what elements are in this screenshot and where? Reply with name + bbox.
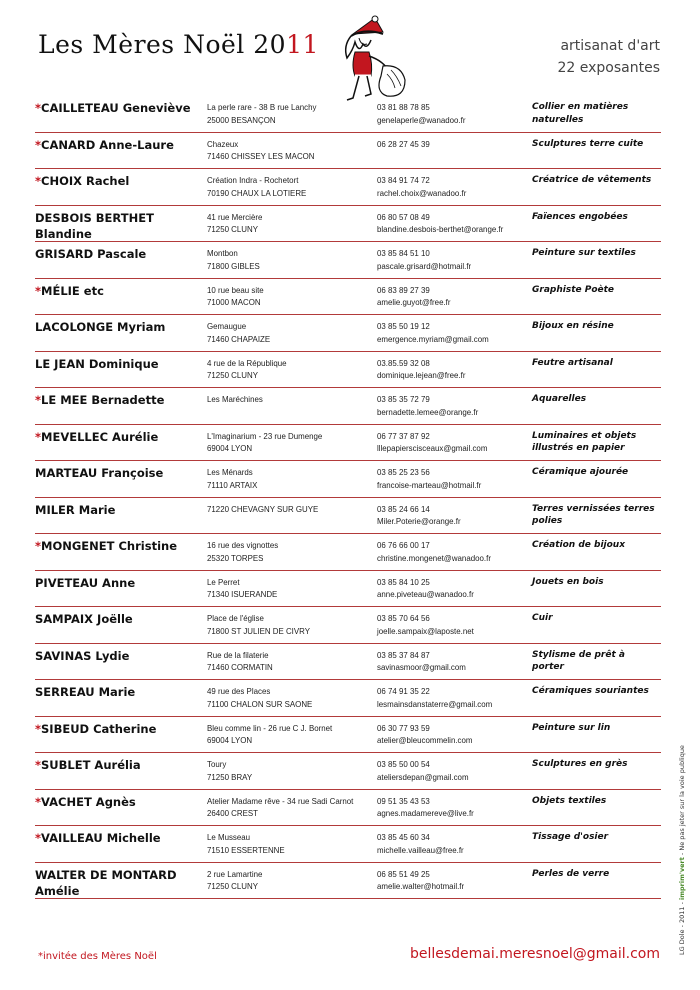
email-address[interactable]: lllepapierscisceaux@gmail.com <box>377 443 488 453</box>
address-line-1: La perle rare - 38 B rue Lanchy <box>207 102 317 112</box>
email-address[interactable]: amelie.walter@hotmail.fr <box>377 881 465 891</box>
phone-number: 03 85 37 84 87 <box>377 649 430 660</box>
exhibitor-address <box>207 831 363 856</box>
address-line-2: 26400 CREST <box>207 808 258 818</box>
exhibitor-craft: Terres vernissées terres polies <box>532 503 655 526</box>
address-line-2: 71250 CLUNY <box>207 881 258 891</box>
exhibitor-craft: Créatrice de vêtements <box>532 175 652 185</box>
exhibitor-address <box>207 247 363 272</box>
email-address[interactable]: agnes.madamereve@live.fr <box>377 808 474 818</box>
address-line-1: Le Musseau <box>207 832 251 842</box>
exhibitor-contact <box>377 795 524 820</box>
address-line-1: Chazeux <box>207 138 239 149</box>
exhibitor-row <box>35 169 661 206</box>
exhibitor-name-text: LE JEAN Dominique <box>35 356 159 371</box>
exhibitor-contact <box>377 174 524 199</box>
exhibitor-craft: Stylisme de prêt à porter <box>532 649 625 672</box>
exhibitor-name-text: MILER Marie <box>35 502 116 517</box>
exhibitor-name-text: VACHET Agnès <box>41 794 136 809</box>
exhibitor-contact <box>377 393 524 418</box>
address-line-1: 49 rue des Places <box>207 686 271 696</box>
address-line-2: 71800 GIBLES <box>207 260 260 271</box>
footnote: *invitée des Mères Noël <box>38 951 157 962</box>
exhibitor-address <box>207 612 363 637</box>
address-line-2: 71250 CLUNY <box>207 370 258 380</box>
exhibitor-address <box>207 138 363 163</box>
address-line-1: Les Maréchines <box>207 394 263 404</box>
exhibitor-address <box>207 174 363 199</box>
address-line-1: 71220 CHEVAGNY SUR GUYE <box>207 503 319 514</box>
exhibitor-contact <box>377 430 524 455</box>
exhibitor-craft: Aquarelles <box>532 394 587 404</box>
exhibitor-name-text: SIBEUD Catherine <box>41 721 157 736</box>
exhibitor-craft: Céramique ajourée <box>532 467 629 477</box>
exhibitor-address <box>207 393 363 406</box>
exhibitor-name-text: SERREAU Marie <box>35 685 136 699</box>
address-line-1: Place de l'église <box>207 613 264 623</box>
address-line-1: Rue de la filaterie <box>207 649 269 660</box>
phone-number: 03 81 88 78 85 <box>377 102 430 112</box>
exhibitor-craft: Feutre artisanal <box>532 357 613 368</box>
exhibitor-contact <box>377 722 524 747</box>
exhibitor-name <box>35 538 200 554</box>
address-line-1: Toury <box>207 759 227 769</box>
email-address[interactable]: amelie.guyot@free.fr <box>377 297 451 307</box>
phone-number: 03 85 25 23 56 <box>377 467 430 477</box>
email-address[interactable]: pascale.grisard@hotmail.fr <box>377 260 472 271</box>
guest-marker: * <box>35 174 42 188</box>
address-line-2: 25000 BESANÇON <box>207 114 276 125</box>
exhibitor-contact <box>377 284 524 309</box>
exhibitor-name-text: MARTEAU Françoise <box>35 466 164 480</box>
address-line-1: Le Perret <box>207 576 240 587</box>
phone-number: 03.85.59 32 08 <box>377 357 430 368</box>
exhibitor-contact <box>377 649 524 674</box>
exhibitor-craft: Perles de verre <box>532 868 610 879</box>
phone-number: 06 83 89 27 39 <box>377 284 430 295</box>
exhibitor-address <box>207 576 363 601</box>
contact-email[interactable]: bellesdemai.meresnoel@gmail.com <box>409 946 660 962</box>
exhibitor-contact <box>377 101 524 126</box>
phone-number: 06 76 66 00 17 <box>377 540 430 550</box>
phone-number: 03 85 50 00 54 <box>377 759 430 769</box>
exhibitor-contact <box>377 466 524 491</box>
exhibitor-row <box>35 498 661 535</box>
exhibitor-address <box>207 101 363 126</box>
exhibitor-name-text: VAILLEAU Michelle <box>41 831 161 845</box>
email-address[interactable]: lesmainsdanstaterre@gmail.com <box>377 698 493 709</box>
exhibitor-name <box>35 684 200 700</box>
page-title <box>38 30 319 59</box>
exhibitor-name-text: SAMPAIX Joëlle <box>35 612 133 626</box>
phone-number: 06 85 51 49 25 <box>377 868 430 879</box>
address-line-1: 2 rue Lamartine <box>207 868 263 879</box>
phone-number: 03 84 91 74 72 <box>377 175 430 185</box>
exhibitor-contact <box>377 868 524 893</box>
guest-marker: * <box>35 137 42 152</box>
phone-number: 03 85 24 66 14 <box>377 503 430 514</box>
exhibitor-craft: Sculptures terre cuite <box>532 138 644 149</box>
exhibitor-address <box>207 211 363 236</box>
exhibitor-address <box>207 685 363 710</box>
exhibitor-row <box>35 571 661 608</box>
phone-number: 06 28 27 45 39 <box>377 138 430 149</box>
exhibitor-name <box>35 794 200 810</box>
address-line-1: Les Ménards <box>207 467 253 477</box>
guest-marker: * <box>35 794 42 809</box>
exhibitor-craft: Cuir <box>532 613 553 623</box>
exhibitor-row <box>35 607 661 644</box>
exhibitor-address <box>207 758 363 783</box>
exhibitor-contact <box>377 357 524 382</box>
exhibitor-craft: Bijoux en résine <box>532 321 614 331</box>
address-line-2: 71460 CORMATIN <box>207 662 273 672</box>
exhibitor-row <box>35 644 661 681</box>
guest-marker: * <box>35 539 42 553</box>
address-line-1: Atelier Madame rêve - 34 rue Sadi Carnot <box>207 795 354 806</box>
email-address[interactable]: rachel.choix@wanadoo.fr <box>377 187 467 198</box>
title-year-a: 20 <box>253 30 287 59</box>
phone-number: 03 85 45 60 34 <box>377 832 430 842</box>
exhibitor-row <box>35 863 661 900</box>
exhibitor-name <box>35 283 200 299</box>
exhibitor-name <box>35 757 200 773</box>
print-credit: LG Dole - 2011 - <box>678 902 686 955</box>
address-line-1: 41 rue Mercière <box>207 211 263 222</box>
exhibitor-name <box>35 246 200 262</box>
exhibitor-address <box>207 430 363 455</box>
phone-number: 06 77 37 87 92 <box>377 430 430 441</box>
exhibitor-address <box>207 503 363 516</box>
exhibitor-name-text: SAVINAS Lydie <box>35 648 130 663</box>
email-address[interactable]: blandine.desbois-berthet@orange.fr <box>377 224 504 234</box>
exhibitor-address <box>207 539 363 564</box>
exhibitor-craft: Luminaires et objets illustrés en papier <box>532 430 637 453</box>
address-line-2: 71250 BRAY <box>207 771 253 782</box>
email-address[interactable]: joelle.sampaix@laposte.net <box>377 625 474 636</box>
exhibitor-row <box>35 461 661 498</box>
exhibitor-address <box>207 868 363 893</box>
exhibitor-name-text: CHOIX Rachel <box>41 174 130 188</box>
exhibitor-list <box>35 96 661 899</box>
exhibitor-name-text: PIVETEAU Anne <box>35 575 136 590</box>
exhibitor-craft: Création de bijoux <box>532 540 626 550</box>
exhibitor-contact <box>377 320 524 345</box>
exhibitor-name <box>35 648 200 664</box>
address-line-2: 71510 ESSERTENNE <box>207 844 285 855</box>
address-line-2: 69004 LYON <box>207 735 253 745</box>
guest-marker: * <box>35 758 42 772</box>
exhibitor-contact <box>377 831 524 856</box>
exhibitor-contact <box>377 247 524 272</box>
exhibitor-name-text: CAILLETEAU Geneviève <box>41 101 191 115</box>
email-address[interactable]: emergence.myriam@gmail.com <box>377 333 489 344</box>
guest-marker: * <box>35 101 42 115</box>
phone-number: 03 85 84 51 10 <box>377 248 430 258</box>
exhibitor-row <box>35 279 661 316</box>
exhibitor-address <box>207 649 363 674</box>
address-line-1: Montbon <box>207 248 238 258</box>
exhibitor-row <box>35 96 661 133</box>
exhibitor-name-text: GRISARD Pascale <box>35 247 147 261</box>
phone-number: 03 85 35 72 79 <box>377 394 430 404</box>
exhibitor-name <box>35 465 200 481</box>
exhibitor-name-text: DESBOIS BERTHET Blandine <box>35 210 154 241</box>
email-address[interactable]: anne.piveteau@wanadoo.fr <box>377 589 474 599</box>
exhibitor-craft: Céramiques souriantes <box>532 686 649 696</box>
subtitle-craft: artisanat d'art <box>560 38 660 54</box>
exhibitor-row <box>35 790 661 827</box>
exhibitor-name <box>35 100 200 116</box>
exhibitor-contact <box>377 503 524 528</box>
email-address[interactable]: michelle.vailleau@free.fr <box>377 844 464 855</box>
email-address[interactable]: christine.mongenet@wanadoo.fr <box>377 552 491 563</box>
guest-marker: * <box>35 831 42 845</box>
exhibitor-contact <box>377 138 524 151</box>
exhibitor-craft: Jouets en bois <box>532 576 604 587</box>
guest-marker: * <box>35 393 42 407</box>
exhibitor-address <box>207 357 363 382</box>
address-line-1: 16 rue des vignottes <box>207 540 279 550</box>
exhibitor-craft: Graphiste Poète <box>532 284 615 295</box>
exhibitor-name <box>35 356 200 372</box>
exhibitor-name-text: CANARD Anne-Laure <box>41 137 174 152</box>
exhibitor-row <box>35 352 661 389</box>
address-line-1: Création Indra - Rochetort <box>207 175 299 185</box>
guest-marker: * <box>35 283 42 298</box>
exhibitor-row <box>35 826 661 863</box>
exhibitor-name <box>35 319 200 335</box>
exhibitor-row <box>35 534 661 571</box>
exhibitor-contact <box>377 539 524 564</box>
email-address[interactable]: savinasmoor@gmail.com <box>377 662 466 672</box>
exhibitor-craft: Peinture sur textiles <box>532 248 636 258</box>
exhibitor-craft: Faïences engobées <box>532 211 628 222</box>
exhibitor-craft: Sculptures en grès <box>532 759 628 769</box>
exhibitor-name <box>35 611 200 627</box>
exhibitor-row <box>35 315 661 352</box>
exhibitor-craft: Tissage d'osier <box>532 832 609 842</box>
exhibitor-name <box>35 575 200 591</box>
address-line-2: 69004 LYON <box>207 443 253 453</box>
exhibitor-name-text: WALTER DE MONTARD Amélie <box>35 867 177 898</box>
exhibitor-contact <box>377 211 524 236</box>
exhibitor-row <box>35 242 661 279</box>
address-line-2: 71800 ST JULIEN DE CIVRY <box>207 625 310 636</box>
exhibitor-name-text: SUBLET Aurélia <box>41 758 141 772</box>
exhibitor-contact <box>377 612 524 637</box>
exhibitor-row <box>35 753 661 790</box>
address-line-2: 71340 ISUERANDE <box>207 589 278 599</box>
address-line-1: Gemaugue <box>207 321 247 331</box>
exhibitor-name <box>35 830 200 846</box>
title-text: Les Mères Noël <box>38 30 254 59</box>
address-line-2: 71460 CHAPAIZE <box>207 333 271 344</box>
subtitle-count: 22 exposantes <box>557 60 660 76</box>
exhibitor-name-text: MONGENET Christine <box>41 539 177 553</box>
guest-marker: * <box>35 721 42 736</box>
exhibitor-address <box>207 320 363 345</box>
address-line-1: Bleu comme lin - 26 rue C J. Bornet <box>207 722 333 733</box>
exhibitor-name <box>35 429 200 445</box>
phone-number: 06 30 77 93 59 <box>377 722 430 733</box>
address-line-1: 4 rue de la République <box>207 357 287 368</box>
exhibitor-name-text: MÉLIE etc <box>41 283 104 298</box>
exhibitor-address <box>207 284 363 309</box>
address-line-2: 25320 TORPES <box>207 552 264 563</box>
address-line-1: 10 rue beau site <box>207 284 264 295</box>
email-address[interactable]: dominique.lejean@free.fr <box>377 370 466 380</box>
address-line-2: 71460 CHISSEY LES MACON <box>207 151 315 161</box>
email-address[interactable]: ateliersdepan@gmail.com <box>377 771 469 782</box>
mere-noel-illustration <box>325 14 410 106</box>
exhibitor-row <box>35 680 661 717</box>
exhibitor-row <box>35 388 661 425</box>
address-line-1: L'Imaginarium - 23 rue Dumenge <box>207 430 323 441</box>
email-address[interactable]: Miler.Poterie@orange.fr <box>377 516 461 526</box>
exhibitor-name-text: MEVELLEC Aurélie <box>41 429 159 444</box>
exhibitor-row <box>35 133 661 170</box>
address-line-2: 71250 CLUNY <box>207 224 258 234</box>
exhibitor-craft: Objets textiles <box>532 795 607 806</box>
email-address[interactable]: bernadette.lemee@orange.fr <box>377 406 479 417</box>
title-year-b: 11 <box>286 30 319 59</box>
exhibitor-contact <box>377 758 524 783</box>
exhibitor-name <box>35 173 200 189</box>
address-line-2: 71000 MACON <box>207 297 261 307</box>
address-line-2: 70190 CHAUX LA LOTIERE <box>207 187 307 198</box>
email-address[interactable]: atelier@bleucommelin.com <box>377 735 473 745</box>
phone-number: 09 51 35 43 53 <box>377 795 430 806</box>
side-print-note <box>678 695 692 955</box>
phone-number: 06 74 91 35 22 <box>377 686 430 696</box>
phone-number: 06 80 57 08 49 <box>377 211 430 222</box>
exhibitor-row <box>35 717 661 754</box>
print-notice: - Ne pas jeter sur la voie publique <box>678 745 686 856</box>
exhibitor-craft: Peinture sur lin <box>532 722 611 733</box>
email-address[interactable]: genelaperle@wanadoo.fr <box>377 114 466 125</box>
exhibitor-craft: Collier en matières naturelles <box>532 102 629 125</box>
exhibitor-row <box>35 425 661 462</box>
phone-number: 03 85 70 64 56 <box>377 613 430 623</box>
imprimvert-logo: imprim'vert <box>678 857 686 900</box>
address-line-2: 71110 ARTAIX <box>207 479 258 490</box>
exhibitor-name <box>35 867 200 899</box>
exhibitor-address <box>207 466 363 491</box>
exhibitor-name <box>35 137 200 153</box>
exhibitor-name <box>35 721 200 737</box>
phone-number: 03 85 50 19 12 <box>377 321 430 331</box>
phone-number: 03 85 84 10 25 <box>377 576 430 587</box>
exhibitor-name <box>35 392 200 408</box>
exhibitor-row <box>35 206 661 243</box>
exhibitor-contact <box>377 576 524 601</box>
exhibitor-address <box>207 722 363 747</box>
exhibitor-name-text: LACOLONGE Myriam <box>35 320 166 334</box>
guest-marker: * <box>35 429 42 444</box>
exhibitor-name <box>35 502 200 518</box>
exhibitor-address <box>207 795 363 820</box>
exhibitor-contact <box>377 685 524 710</box>
exhibitor-name <box>35 210 200 242</box>
email-address[interactable]: francoise-marteau@hotmail.fr <box>377 479 482 490</box>
exhibitor-name-text: LE MEE Bernadette <box>41 393 165 407</box>
address-line-2: 71100 CHALON SUR SAONE <box>207 698 313 709</box>
